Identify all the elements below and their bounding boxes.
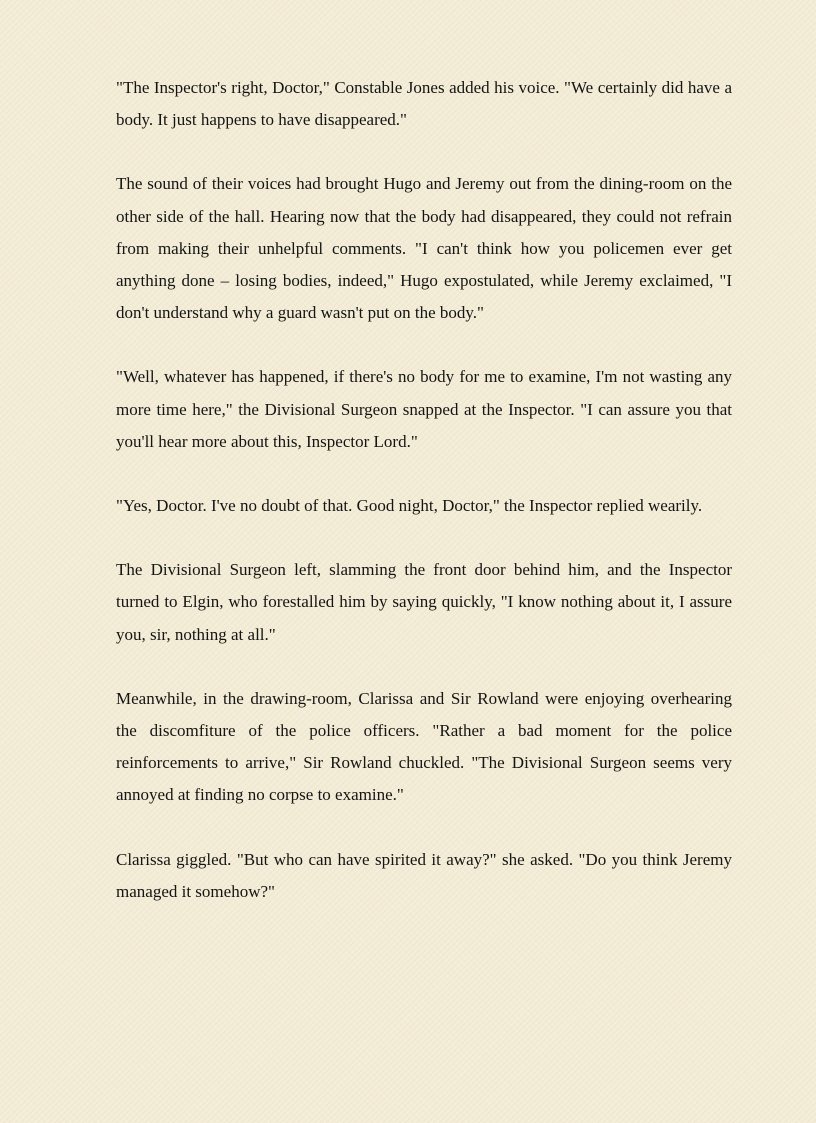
paragraph-2: The sound of their voices had brought Hugo and Jeremy out from the dining-room on the other side of the hall. Hearing now that the body had disappeared, they could not refrain from making their unhelpful comments. "I can't think how you policemen ever get anything done – losing bodies, indeed," Hugo expostulated, while Jeremy exclaimed, "I don't understand why a guard wasn't put on the body." bbox=[116, 174, 732, 323]
paragraph-7: Clarissa giggled. "But who can have spirited it away?" she asked. "Do you think Jeremy managed it somehow?" bbox=[116, 849, 732, 901]
paragraph-4: "Yes, Doctor. I've no doubt of that. Good night, Doctor," the Inspector replied wearily. bbox=[116, 496, 703, 516]
paragraph-3: "Well, whatever has happened, if there's no body for me to examine, I'm not wasting any more time here," the Divisional Surgeon snapped at the Inspector. "I can assure you that you'll hear more about this, Inspector Lord." bbox=[116, 367, 732, 451]
paragraph-6: Meanwhile, in the drawing-room, Clarissa and Sir Rowland were enjoying overhearing the discomfiture of the police officers. "Rather a bad moment for the police reinforcements to arrive," Sir Rowland chuckled. "The Divisional Surgeon seems very annoyed at finding no corpse to examine." bbox=[116, 688, 732, 805]
paragraph-5: The Divisional Surgeon left, slamming the front door behind him, and the Inspector turned to Elgin, who forestalled him by saying quickly, "I know nothing about it, I assure you, sir, nothing at all." bbox=[116, 560, 732, 644]
body-text bbox=[116, 72, 732, 940]
paragraph-1: "The Inspector's right, Doctor," Constable Jones added his voice. "We certainly did have a body. It just happens to have disappeared." bbox=[116, 78, 732, 130]
